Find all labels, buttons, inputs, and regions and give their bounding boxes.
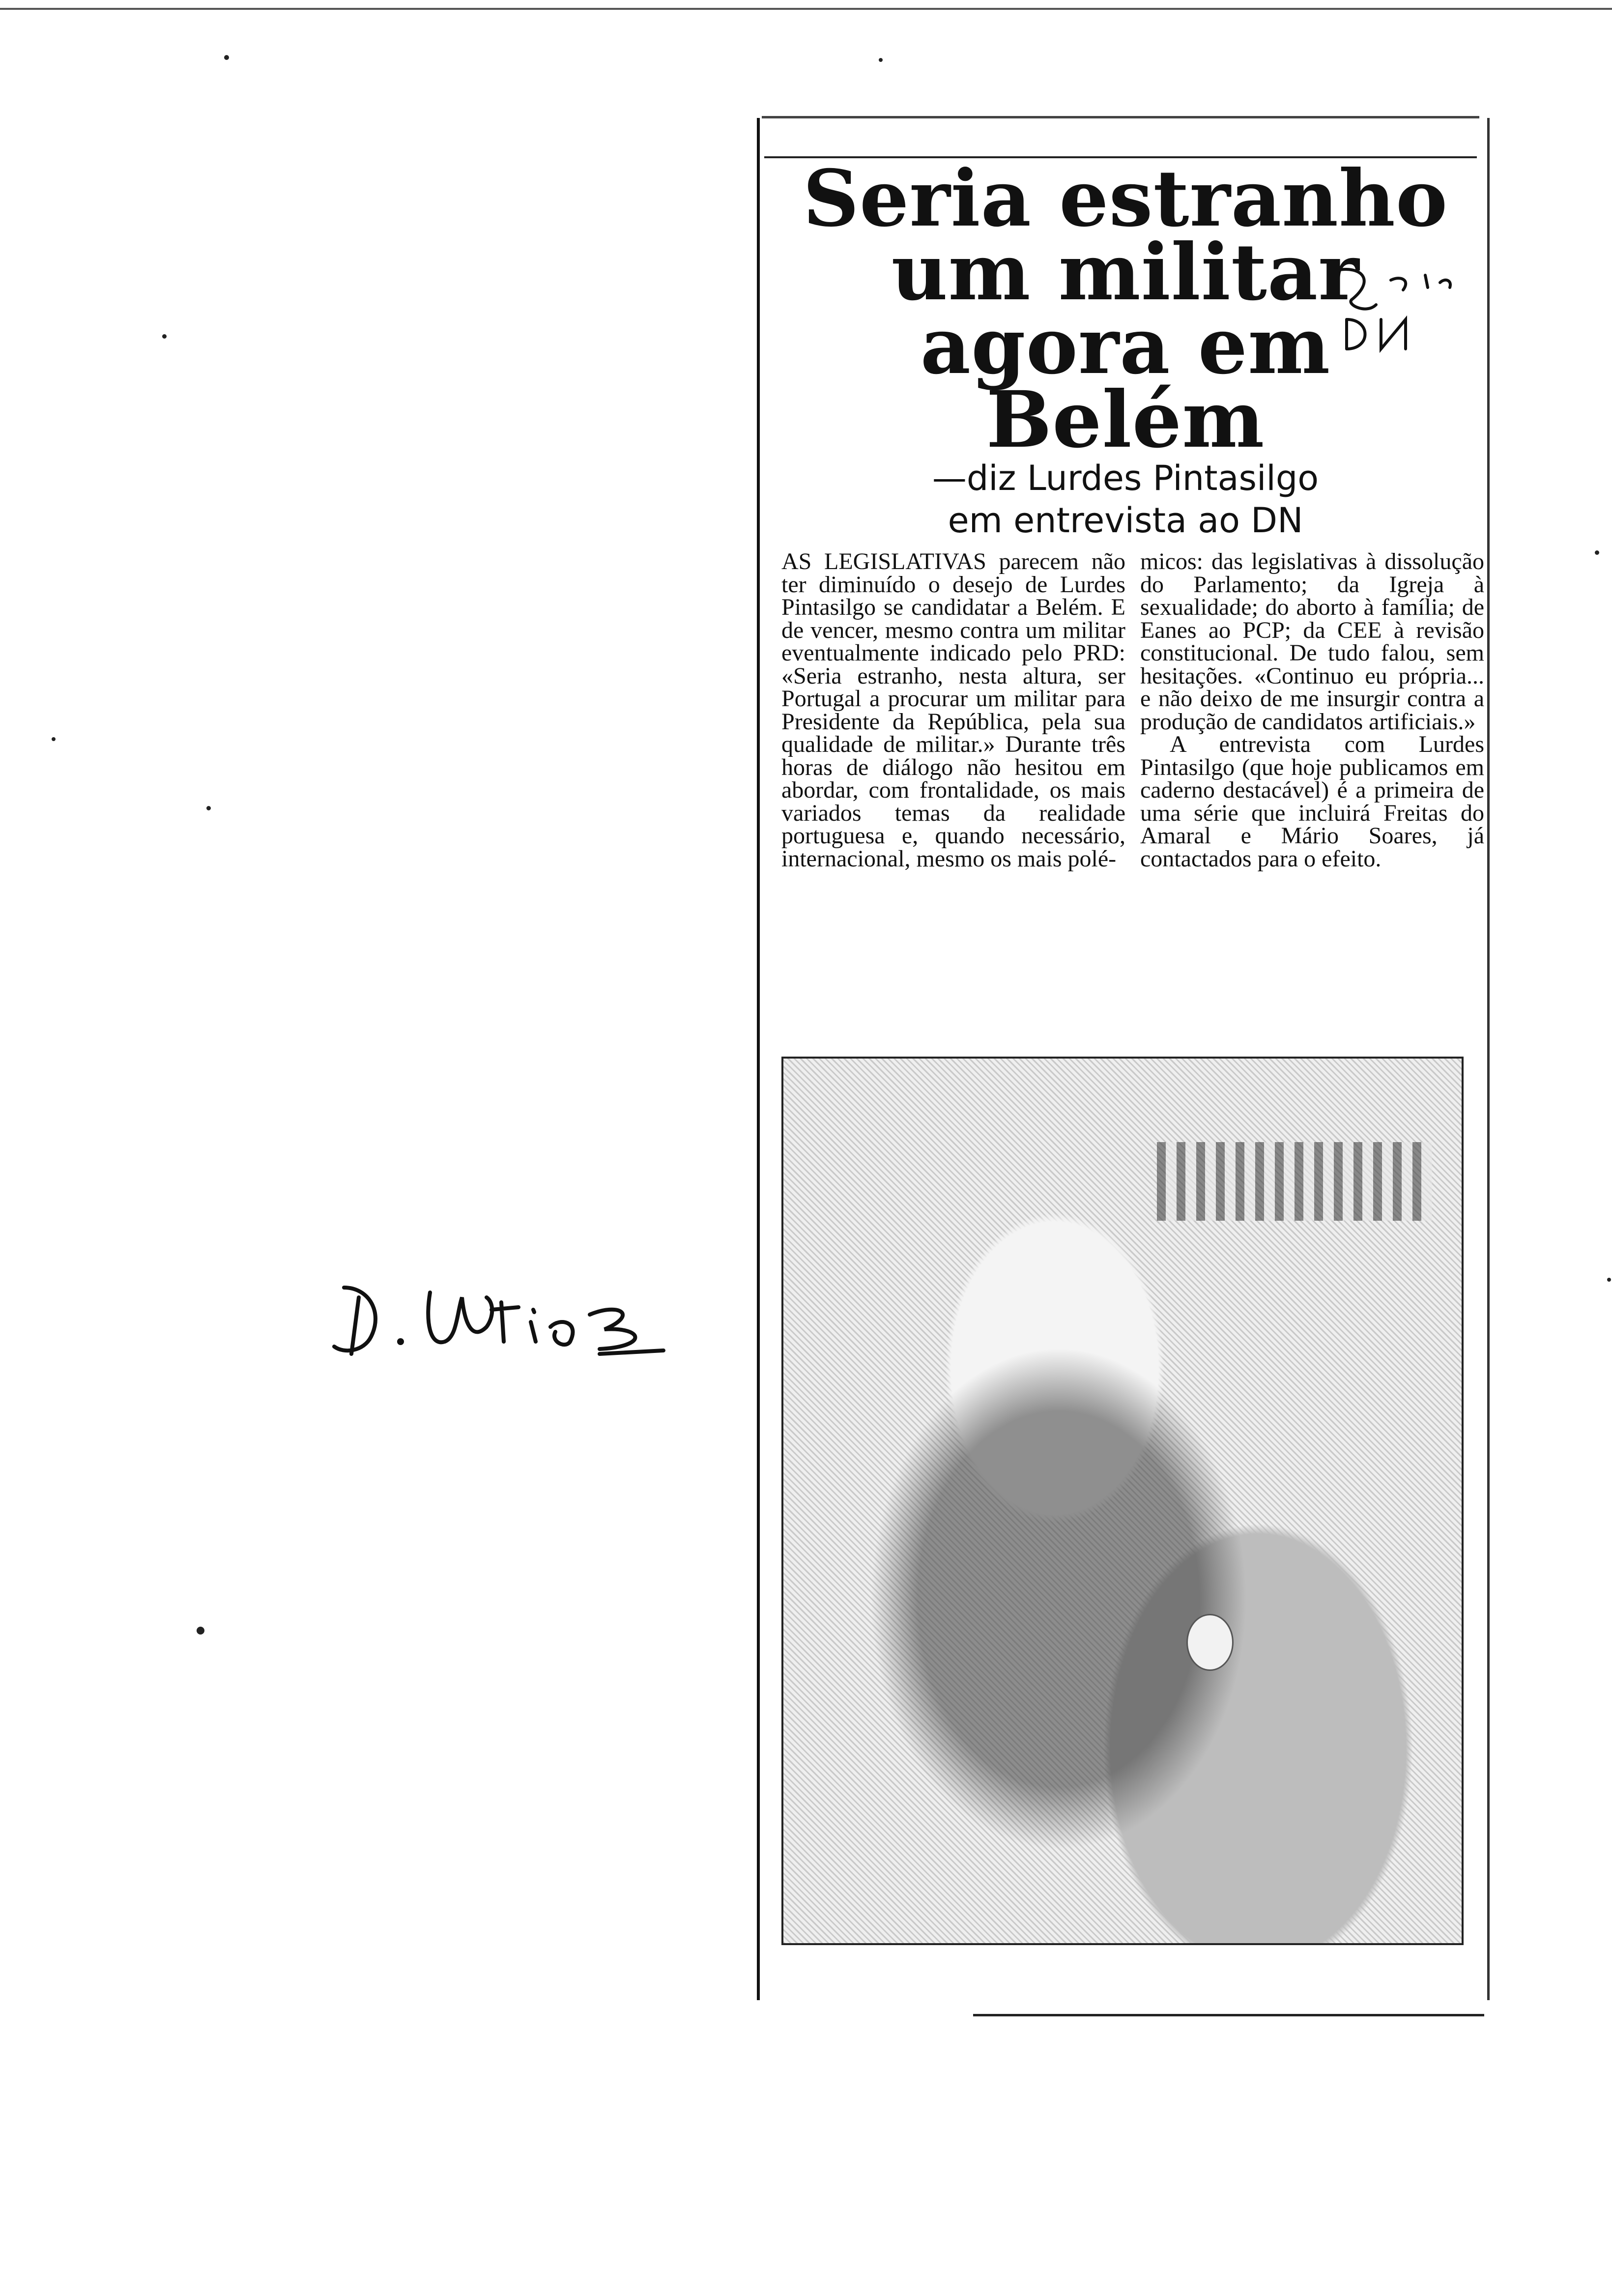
article-photo [781,1057,1464,1945]
headline-line-1: Seria estranho [803,153,1448,244]
article-paragraph: A entrevista com Lurdes Pintasilgo (que hoje publicamos em caderno destacável) é a primeira de uma série que incluirá Freitas do Amaral e Mário Soares, já contactados para o efeito. [1140,731,1484,872]
handwritten-margin-note [1317,260,1465,359]
subhead-line-2: em entrevista ao DN [948,500,1303,541]
scan-speck [52,737,56,741]
photo-hand [1186,1614,1234,1671]
headline-line-2: um militar [891,227,1360,318]
article-subhead [777,457,1474,542]
scan-speck [197,1627,204,1635]
article-paragraph: micos: das legislativas à dissolução do Parlamento; da Igreja à sexualidade; do aborto à família; de Eanes ao PCP; da CEE à revisão constitucional. De tudo falou, sem hesitações. «Continuo eu própria... e não deixo de me insurgir contra a produção de candidatos artificiais.» [1140,548,1484,735]
article-paragraph: AS LEGISLATIVAS parecem não ter diminuído o desejo de Lurdes Pintasilgo se candidatar a Belém. E de vencer, mesmo contra um militar eventualmente indicado pelo PRD: «Seria estranho, nesta altura, ser Portugal a procurar um militar para Presidente da República, pela sua qualidade de militar.» Durante três horas de diálogo não hesitou em abordar, com frontalidade, os mais variados temas da realidade portuguesa e, quando necessário, internacional, mesmo os mais polé- [781,548,1125,872]
scan-speck [224,55,229,60]
scan-speck [1607,1278,1611,1282]
handwritten-signature [324,1268,678,1366]
scan-speck [879,58,883,62]
photo-background-pattern [1157,1142,1432,1221]
scan-speck [162,334,167,339]
scan-speck [1595,550,1599,555]
headline-line-3: agora em Belém [920,301,1331,465]
article-column-left [781,550,1125,870]
page-top-rule [0,8,1612,10]
clipping-bottom-rule [973,2014,1484,2016]
scan-speck [206,806,211,810]
article-column-right [1140,550,1484,870]
photo-subject [837,1304,1280,1894]
subhead-line-1: —diz Lurdes Pintasilgo [932,458,1319,498]
